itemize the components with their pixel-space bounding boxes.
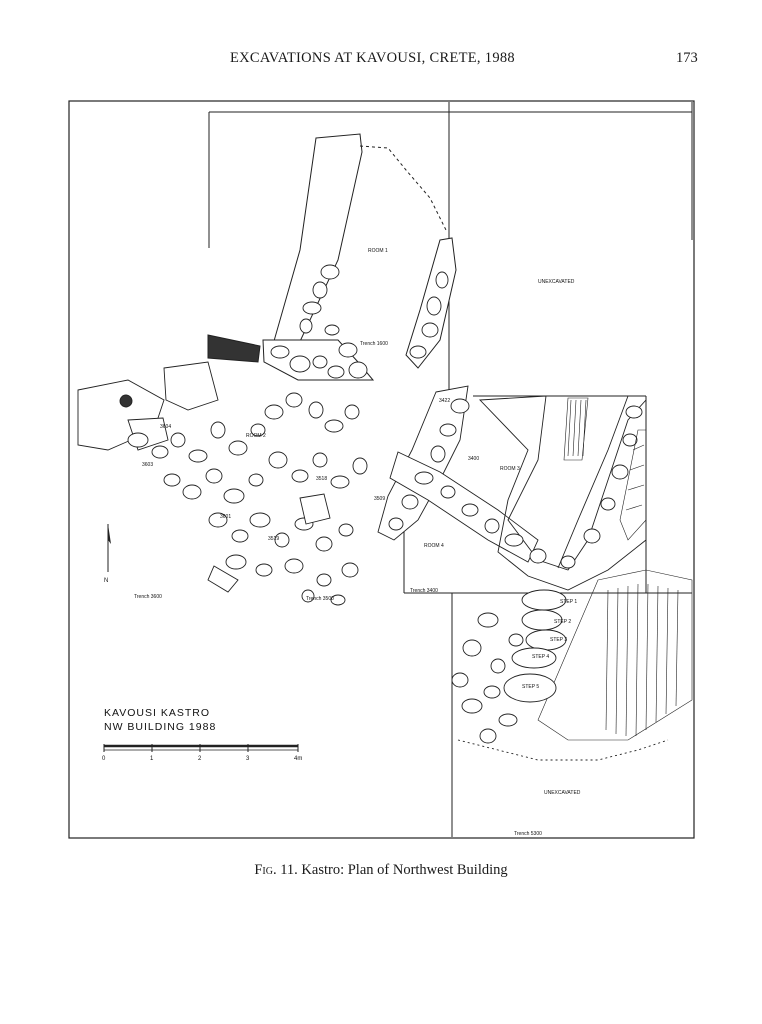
trench-1600-label: Trench 1600: [360, 341, 388, 347]
step-2-label: STEP 2: [554, 619, 572, 625]
figure-caption-text: 11. Kastro: Plan of Northwest Building: [280, 862, 508, 878]
room1-walls: [208, 134, 456, 380]
scale-label-0: 0: [102, 756, 106, 762]
scale-label-3: 3: [246, 756, 250, 762]
running-head: EXCAVATIONS AT KAVOUSI, CRETE, 1988: [230, 50, 515, 66]
feature-3601: 3601: [220, 514, 232, 520]
scale-label-2: 2: [198, 756, 202, 762]
step-5-label: STEP 5: [522, 684, 540, 690]
bedrock-hatching: [538, 398, 692, 740]
unexcavated-upper-label: UNEXCAVATED: [538, 279, 575, 285]
trench-3400-label: Trench 3400: [410, 588, 438, 594]
plan-title-line2: NW BUILDING 1988: [104, 721, 217, 733]
room3-room4-walls: [378, 386, 646, 590]
trench-5300-label: Trench 5300: [514, 831, 542, 837]
plan-title-line1: KAVOUSI KASTRO: [104, 707, 210, 719]
unexcavated-lower-label: UNEXCAVATED: [544, 790, 581, 796]
feature-3400: 3400: [468, 456, 480, 462]
figure-caption: [0, 862, 762, 879]
feature-3604: 3604: [160, 424, 172, 430]
trench-3500-label: Trench 3500: [306, 596, 334, 602]
figure-caption-label: Fig.: [254, 862, 277, 878]
room4-label: ROOM 4: [424, 543, 444, 549]
feature-3603: 3603: [142, 462, 154, 468]
scale-label-1: 1: [150, 756, 154, 762]
north-label: N: [104, 578, 109, 584]
room1-label: ROOM 1: [368, 248, 388, 254]
feature-3509: 3509: [374, 496, 386, 502]
step-3-label: STEP 3: [550, 637, 568, 643]
step-4-label: STEP 4: [532, 654, 550, 660]
feature-3422: 3422: [439, 398, 451, 404]
room2-rubble: [78, 362, 367, 605]
feature-3518: 3518: [316, 476, 328, 482]
scale-bar: [104, 744, 298, 752]
room2-label: ROOM 2: [246, 433, 266, 439]
feature-3519: 3519: [268, 536, 280, 542]
scale-label-4m: 4m: [294, 756, 303, 762]
room3-label: ROOM 3: [500, 466, 520, 472]
page-number: 173: [676, 50, 698, 66]
plan-figure: [68, 100, 695, 840]
plan-drawing: [68, 100, 695, 840]
step-1-label: STEP 1: [560, 599, 578, 605]
north-arrow-icon: [108, 524, 111, 572]
trench-3600-label: Trench 3600: [134, 594, 162, 600]
